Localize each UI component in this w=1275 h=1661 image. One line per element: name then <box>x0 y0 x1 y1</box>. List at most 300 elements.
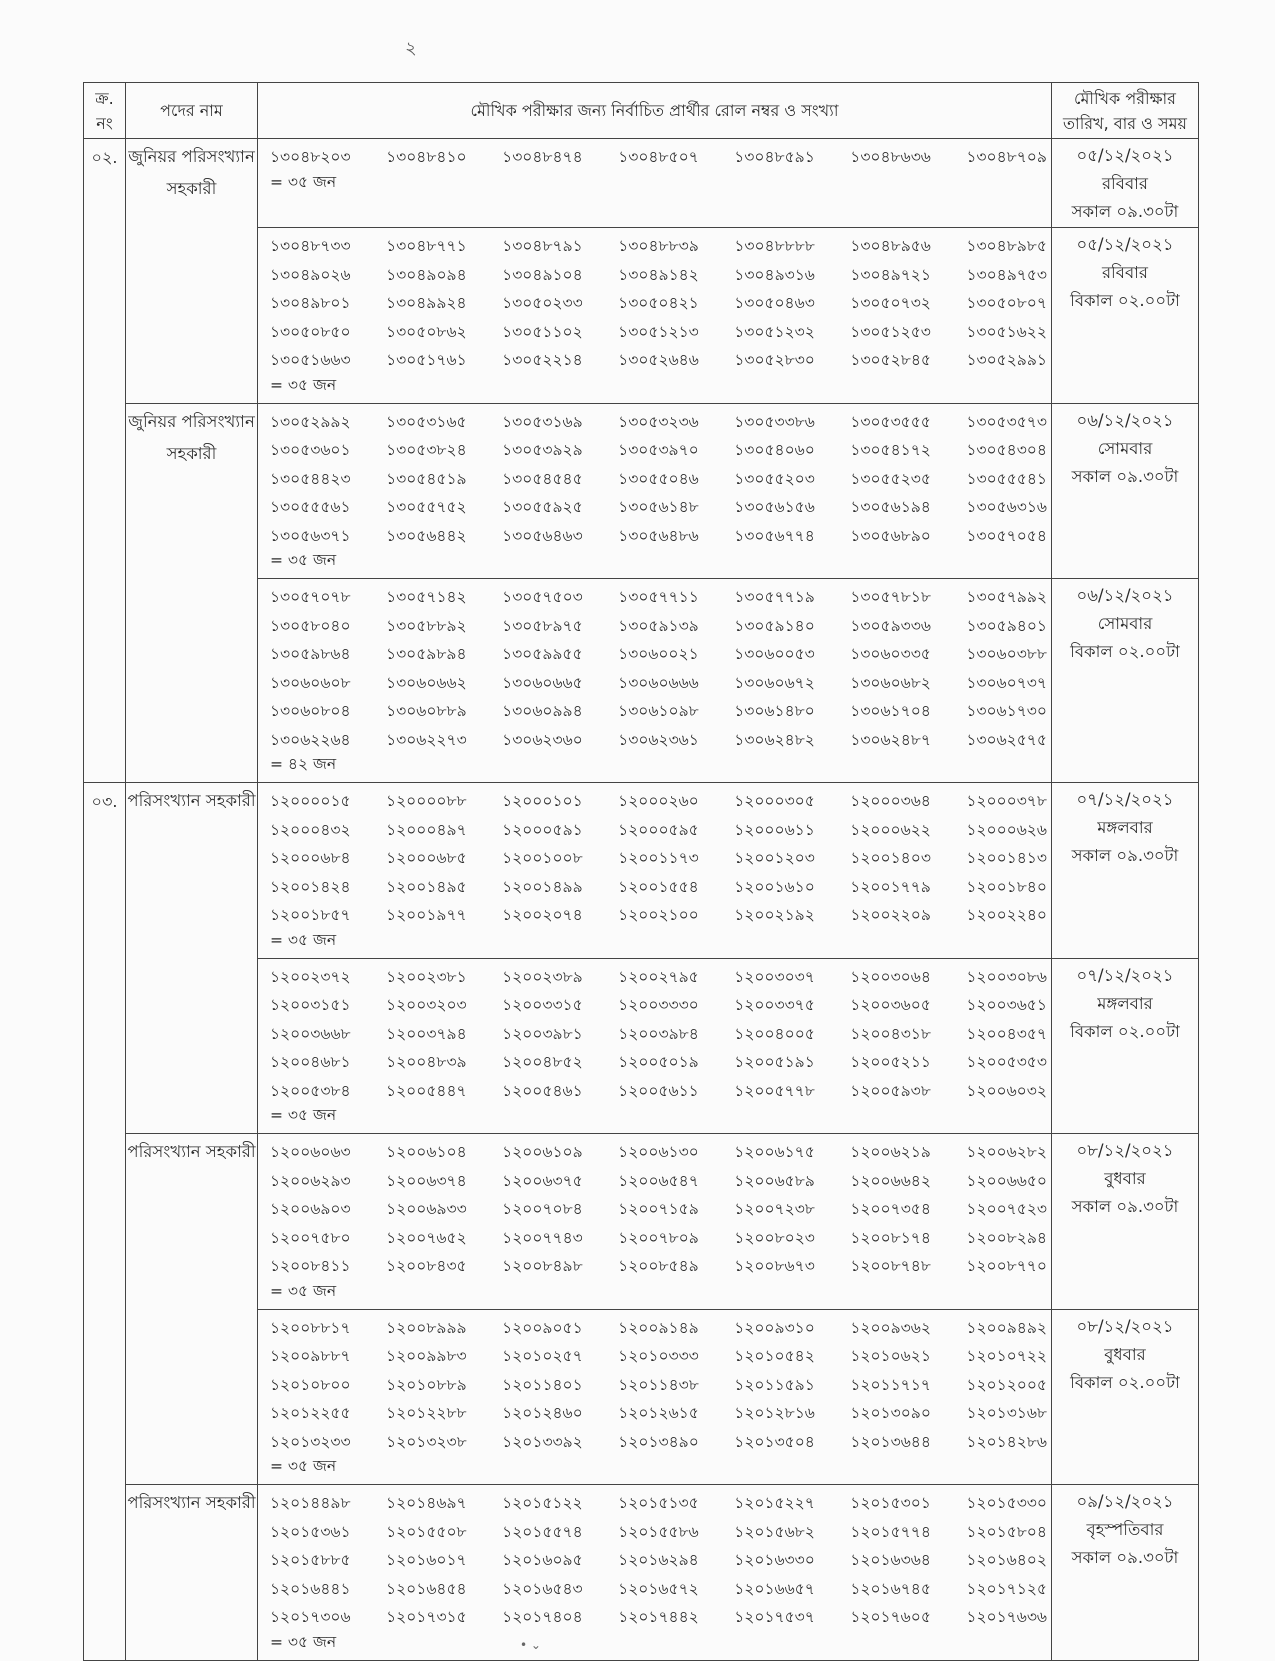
roll-number: ১২০১৭৪০৪ <box>502 1608 583 1626</box>
interview-date: ০৫/১২/২০২১ <box>1076 146 1174 165</box>
roll-number: ১২০১০২৫৭ <box>502 1347 583 1365</box>
roll-line <box>270 1575 1047 1604</box>
interview-day: মঙ্গলবার <box>1097 818 1153 837</box>
roll-number: ১৩০৫৫৫৪১ <box>966 469 1047 488</box>
roll-number: ১২০০৫৬১১ <box>618 1081 699 1100</box>
roll-number: ১২০১৫৩৩০ <box>966 1494 1047 1512</box>
interview-time: সকাল ০৯.৩০টা <box>1071 202 1179 221</box>
roll-number: ১৩০৬০৬৭২ <box>734 673 815 692</box>
roll-number: ১৩০৫৬৮৯০ <box>850 526 931 545</box>
roll-number: ১৩০৫৯১৪০ <box>734 616 815 635</box>
roll-line <box>270 1224 1047 1253</box>
roll-number: ১৩০৪৮৯৮৫ <box>966 237 1047 255</box>
candidate-count: = ৩৫ জন <box>270 1457 337 1475</box>
roll-number: ১২০১৫১২২ <box>502 1494 583 1512</box>
roll-numbers-cell <box>258 228 1052 404</box>
roll-number: ১৩০৫৩৯৭০ <box>618 441 699 459</box>
roll-number: ১২০০৩৬০৫ <box>850 996 931 1014</box>
roll-number: ১৩০৪৯৯২৪ <box>386 294 467 312</box>
roll-number: ১২০০৭২৩৮ <box>734 1200 815 1218</box>
roll-line <box>270 991 1047 1020</box>
roll-number: ১৩০৫২৮৪৫ <box>850 351 931 369</box>
roll-line <box>270 901 1047 930</box>
roll-number: ১২০০৭৮০৯ <box>618 1228 699 1247</box>
roll-number: ১২০১০৬২১ <box>850 1347 931 1365</box>
candidate-count: = ৩৫ জন <box>270 375 337 394</box>
interview-day: সোমবার <box>1097 438 1153 458</box>
interview-time: সকাল ০৯.৩০টা <box>1071 466 1179 486</box>
roll-number: ১২০০০৬৮৪ <box>270 849 351 867</box>
roll-number: ১৩০৪৮৮৮৮ <box>734 237 815 255</box>
roll-number: ১২০০৪৩৫৭ <box>966 1024 1047 1043</box>
roll-line <box>270 522 1047 551</box>
roll-number: ১২০০৮৭৪৮ <box>850 1257 931 1275</box>
roll-line <box>270 1371 1047 1400</box>
roll-line <box>270 1399 1047 1428</box>
roll-number: ১৩০৫৪৫১৯ <box>386 469 467 488</box>
roll-number: ১২০০২৩৭২ <box>270 967 351 986</box>
roll-number: ১২০১৪৪৯৮ <box>270 1494 351 1512</box>
interview-time: সকাল ০৯.৩০টা <box>1071 846 1179 865</box>
roll-number: ১৩০৫৭৫০৩ <box>502 588 583 606</box>
roll-number: ১৩০৪৯৩১৬ <box>734 265 815 284</box>
roll-number: ১২০০৫২১১ <box>850 1053 931 1071</box>
roll-number: ১২০১০৭২২ <box>966 1347 1047 1365</box>
roll-number: ১৩০৫৬৪৮৬ <box>618 526 699 545</box>
roll-number: ১২০০৬৬৫০ <box>966 1171 1047 1190</box>
roll-number: ১২০০৫৩৫৩ <box>966 1053 1047 1071</box>
roll-number: ১৩০৫৭৭১৯ <box>734 588 815 606</box>
roll-line <box>270 669 1047 698</box>
scan-mark: • ⌄ <box>520 1638 541 1652</box>
header-schedule: মৌখিক পরীক্ষার তারিখ, বার ও সময় <box>1052 83 1199 139</box>
roll-number: ১২০০১১৭৩ <box>618 849 699 867</box>
roll-number: ১২০০৩৬৫১ <box>966 996 1047 1014</box>
roll-number: ১৩০৪৮৭৭১ <box>386 237 467 255</box>
roll-number: ১২০১৬৪৫৪ <box>386 1579 467 1598</box>
roll-number: ১৩০৫৪০৬০ <box>734 441 815 459</box>
roll-number: ১২০০৩০৩৭ <box>734 967 815 986</box>
roll-number: ১২০১৪২৮৬ <box>966 1432 1047 1451</box>
roll-number: ১৩০৪৮৭৯১ <box>502 237 583 255</box>
roll-number: ১৩০৫০৪৬৩ <box>734 294 815 312</box>
roll-number: ১২০১১৪৩৮ <box>618 1375 699 1394</box>
roll-number: ১২০১৪৬৯৭ <box>386 1494 467 1512</box>
roll-number: ১৩০৬০৩৩৫ <box>850 645 931 663</box>
roll-number: ১৩০৫২৬৪৬ <box>618 351 699 369</box>
interview-time: বিকাল ০২.০০টা <box>1070 642 1180 661</box>
roll-number: ১২০০১০০৮ <box>502 849 583 867</box>
roll-number: ১২০১৭৩০৬ <box>270 1608 351 1626</box>
roll-number: ১২০০৮১৭৪ <box>850 1228 931 1247</box>
roll-number: ১২০০৩৩৩০ <box>618 996 699 1014</box>
roll-number: ১৩০৬১৭০৪ <box>850 702 931 720</box>
roll-number: ১৩০৫৩৫৫৫ <box>850 412 931 431</box>
roll-number: ১৩০৫৫০৪৬ <box>618 469 699 488</box>
roll-number: ১২০০৭৭৪৩ <box>502 1228 583 1247</box>
roll-number: ১২০১২৬১৫ <box>618 1404 699 1422</box>
roll-line <box>270 1546 1047 1575</box>
roll-number: ১২০০৩০৮৬ <box>966 967 1047 986</box>
roll-number: ১২০১৬৭৪৫ <box>850 1579 931 1598</box>
interview-date: ০৮/১২/২০২১ <box>1076 1316 1174 1336</box>
roll-number: ১২০১২২৫৫ <box>270 1404 351 1422</box>
roll-number: ১২০০০৬২৬ <box>966 820 1047 839</box>
roll-number: ১৩০৫৭৮১৮ <box>850 588 931 606</box>
roll-number: ১৩০৬০৬৬৬ <box>618 673 699 692</box>
roll-number: ১২০০৩৭৯৪ <box>386 1024 467 1043</box>
roll-number: ১২০০২৩৮১ <box>386 967 467 986</box>
candidate-count: = ৩৫ জন <box>270 930 337 949</box>
post-name-cell: জুনিয়র পরিসংখ্যান সহকারী <box>126 139 258 404</box>
roll-number: ১৩০৬০৮০৪ <box>270 702 351 720</box>
roll-number: ১২০০৮৯৯৯ <box>386 1318 467 1337</box>
interview-date: ০৫/১২/২০২১ <box>1076 235 1174 254</box>
roll-line <box>270 963 1047 992</box>
roll-number: ১৩০৫৪১৭২ <box>850 441 931 459</box>
interview-date: ০৬/১২/২০২১ <box>1076 410 1174 430</box>
roll-number: ১৩০৪৯০২৬ <box>270 265 351 284</box>
roll-number: ১২০০৬৯০৩ <box>270 1200 351 1218</box>
roll-number: ১২০১৩২৩৮ <box>386 1432 467 1451</box>
roll-number: ১২০০২৭৯৫ <box>618 967 699 986</box>
roll-number: ১২০১৩৫০৪ <box>734 1432 815 1451</box>
interview-date: ০৮/১২/২০২১ <box>1076 1141 1174 1160</box>
roll-number: ১২০১৫৩৬১ <box>270 1522 351 1541</box>
roll-numbers-cell <box>258 579 1052 783</box>
roll-number: ১২০০০৩৬৪ <box>850 792 931 810</box>
roll-number: ১৩০৫৯৪০১ <box>966 616 1047 635</box>
interview-day: মঙ্গলবার <box>1097 993 1153 1013</box>
schedule-cell <box>1052 403 1199 579</box>
roll-number: ১২০১৫৩০১ <box>850 1494 931 1512</box>
roll-number: ১৩০৫২৯৯২ <box>270 412 351 431</box>
post-name-cell: পরিসংখ্যান সহকারী <box>126 1134 258 1485</box>
roll-number: ১৩০৬১০৯৮ <box>618 702 699 720</box>
roll-line <box>270 1167 1047 1196</box>
roll-line <box>270 408 1047 437</box>
roll-number: ১৩০৪৮৪১০ <box>386 148 467 166</box>
roll-number: ১২০১৬০৯৫ <box>502 1551 583 1569</box>
roll-number: ১৩০৫৩৯২৯ <box>502 441 583 459</box>
roll-number: ১৩০৫০৮৫০ <box>270 322 351 341</box>
roll-number: ১২০০৬১০৯ <box>502 1143 583 1161</box>
roll-number: ১২০১৬৪৪১ <box>270 1579 351 1598</box>
roll-number: ১৩০৫৪৫৪৫ <box>502 469 583 488</box>
roll-number: ১২০১১৭১৭ <box>850 1375 931 1394</box>
roll-number: ১২০০৬২১৯ <box>850 1143 931 1161</box>
roll-line <box>270 640 1047 669</box>
roll-number: ১৩০৫১৭৬১ <box>386 351 467 369</box>
roll-line <box>270 1489 1047 1518</box>
roll-number: ১৩০৬০৬৬২ <box>386 673 467 692</box>
roll-number: ১২০০০৫৯৫ <box>618 820 699 839</box>
roll-numbers-cell <box>258 139 1052 228</box>
roll-number: ১২০০৪৮৫২ <box>502 1053 583 1071</box>
roll-number: ১৩০৬২২৬৪ <box>270 730 351 749</box>
roll-number: ১২০০৯৩১০ <box>734 1318 815 1337</box>
roll-number: ১৩০৬০৯৯৪ <box>502 702 583 720</box>
roll-number: ১২০০৩৯৮৪ <box>618 1024 699 1043</box>
roll-number: ১৩০৫৯৯৫৫ <box>502 645 583 663</box>
roll-line <box>270 1195 1047 1224</box>
roll-line <box>270 583 1047 612</box>
roll-number: ১৩০৫৯১৩৯ <box>618 616 699 635</box>
roll-number: ১৩০৫৭০৭৮ <box>270 588 351 606</box>
roll-number: ১২০০৬৩৭৪ <box>386 1171 467 1190</box>
roll-line <box>270 465 1047 494</box>
roll-number: ১৩০৫০৮৬২ <box>386 322 467 341</box>
roll-number: ১২০০৬০৬৩ <box>270 1143 351 1161</box>
roll-number: ১৩০৫৮০৪০ <box>270 616 351 635</box>
interview-day: বৃহস্পতিবার <box>1086 1520 1164 1539</box>
roll-number: ১২০০৬১৩০ <box>618 1143 699 1161</box>
roll-number: ১৩০৫৮৯৭৫ <box>502 616 583 635</box>
roll-number: ১৩০৬০৬৮২ <box>850 673 931 692</box>
roll-number: ১২০০০০৮৮ <box>386 792 467 810</box>
roll-line <box>270 346 1047 375</box>
roll-number: ১৩০৪৮২০৩ <box>270 148 351 166</box>
roll-number: ১৩০৫০৪২১ <box>618 294 699 312</box>
roll-number: ১২০১০৮৮৯ <box>386 1375 467 1394</box>
interview-date: ০৭/১২/২০২১ <box>1076 790 1174 809</box>
roll-number: ১৩০৫৩৬০১ <box>270 441 351 459</box>
roll-number: ১৩০৫৭৭১১ <box>618 588 699 606</box>
roll-numbers-cell <box>258 958 1052 1134</box>
table-row <box>84 1134 1199 1310</box>
roll-line <box>270 1020 1047 1049</box>
roll-number: ১৩০৪৯০৯৪ <box>386 265 467 284</box>
roll-number: ১২০১৬৩৩০ <box>734 1551 815 1569</box>
roll-number: ১২০০৬৬৪২ <box>850 1171 931 1190</box>
roll-number: ১২০০২২০৯ <box>850 906 931 924</box>
roll-number: ১২০০৩১৫১ <box>270 996 351 1014</box>
roll-number: ১২০০৯৯৮৩ <box>386 1347 467 1365</box>
roll-number: ১৩০৫৩৫৭৩ <box>966 412 1047 431</box>
table-body <box>84 139 1199 1661</box>
roll-number: ১২০১৫৮০৪ <box>966 1522 1047 1541</box>
schedule-cell <box>1052 958 1199 1134</box>
roll-number: ১২০০৮২৯৪ <box>966 1228 1047 1247</box>
roll-number: ১৩০৫৪৩০৪ <box>966 441 1047 459</box>
roll-number: ১২০০৯৩৬২ <box>850 1318 931 1337</box>
roll-number: ১৩০৪৯১৪২ <box>618 265 699 284</box>
roll-number: ১২০১৭৫৩৭ <box>734 1608 815 1626</box>
roll-number: ১৩০৫৭১৪২ <box>386 588 467 606</box>
roll-number: ১৩০৫৯৩৩৬ <box>850 616 931 635</box>
roll-line <box>270 1314 1047 1343</box>
roll-number: ১২০০৩৩৭৫ <box>734 996 815 1014</box>
roll-number: ১২০১০৩৩৩ <box>618 1347 699 1365</box>
roll-number: ১৩০৪৮৮৩৯ <box>618 237 699 255</box>
roll-number: ১৩০৫২৮৩০ <box>734 351 815 369</box>
candidate-count: = ৩৫ জন <box>270 1632 337 1651</box>
roll-number: ১২০০৭০৮৪ <box>502 1200 583 1218</box>
table-row <box>84 1485 1199 1661</box>
roll-number: ১২০০১৫৫৪ <box>618 877 699 896</box>
roll-number: ১৩০৫৬৪৪২ <box>386 526 467 545</box>
roll-number: ১৩০৫৬৪৬৩ <box>502 526 583 545</box>
roll-number: ১২০০০৬২২ <box>850 820 931 839</box>
roll-number: ১২০০৬১৭৫ <box>734 1143 815 1161</box>
interview-time: বিকাল ০২.০০টা <box>1070 291 1180 310</box>
roll-line <box>270 697 1047 726</box>
roll-number: ১২০০৩৯৮১ <box>502 1024 583 1043</box>
roll-number: ১২০০২৩৮৯ <box>502 967 583 986</box>
candidate-count: = ৩৫ জন <box>270 172 337 191</box>
roll-number: ১৩০৫৩৮২৪ <box>386 441 467 459</box>
roll-number: ১২০০৬৫৪৭ <box>618 1171 699 1190</box>
roll-number: ১২০০৮৪৩৫ <box>386 1257 467 1275</box>
roll-number: ১২০০৯৪৯২ <box>966 1318 1047 1337</box>
interview-day: রবিবার <box>1101 263 1149 282</box>
roll-number: ১২০০১৪৯৫ <box>386 877 467 896</box>
roll-number: ১৩০৫৮৮৯২ <box>386 616 467 635</box>
table-row <box>84 403 1199 579</box>
roll-number: ১২০০৪৩১৮ <box>850 1024 931 1043</box>
serial-cell: ০৩. <box>84 783 126 1661</box>
interview-date: ০৬/১২/২০২১ <box>1076 586 1174 605</box>
roll-line <box>270 1342 1047 1371</box>
roll-number: ১৩০৪৮৪৭৪ <box>502 148 583 166</box>
roll-number: ১৩০৬০৭৩৭ <box>966 673 1047 692</box>
roll-number: ১২০০৭৫২৩ <box>966 1200 1047 1218</box>
roll-number: ১২০১১৪০১ <box>502 1375 583 1394</box>
roll-number: ১৩০৬২৪৮৭ <box>850 730 931 749</box>
table-row <box>84 783 1199 959</box>
roll-line <box>270 1048 1047 1077</box>
roll-line <box>270 1138 1047 1167</box>
roll-numbers-cell <box>258 783 1052 959</box>
roll-number: ১২০০৬১০৪ <box>386 1143 467 1161</box>
roll-number: ১৩০৫১২৫৩ <box>850 322 931 341</box>
roll-number: ১২০০১২০৩ <box>734 849 815 867</box>
roll-number: ১৩০৫৫৯২৫ <box>502 498 583 516</box>
roll-number: ১৩০৫৭৯৯২ <box>966 588 1047 606</box>
roll-number: ১২০১৩১৬৮ <box>966 1404 1047 1422</box>
roll-number: ১২০১৫৫৭৪ <box>502 1522 583 1541</box>
roll-number: ১২০০৪৬৮১ <box>270 1053 351 1071</box>
roll-number: ১৩০৫১৬৬৩ <box>270 351 351 369</box>
interview-day: রবিবার <box>1101 174 1149 193</box>
roll-line <box>270 493 1047 522</box>
interview-day: বুধবার <box>1104 1344 1146 1364</box>
roll-number: ১২০০৭৬৫২ <box>386 1228 467 1247</box>
roll-number: ১২০০০১০১ <box>502 792 583 810</box>
page-number-mark: ২ <box>405 38 417 59</box>
candidate-count: = ৩৫ জন <box>270 551 337 569</box>
roll-line <box>270 1428 1047 1457</box>
candidate-count: = ৩৫ জন <box>270 1281 337 1300</box>
roll-number: ১২০০৯১৪৯ <box>618 1318 699 1337</box>
roll-number: ১৩০৫৬৩১৬ <box>966 498 1047 516</box>
roll-number: ১৩০৬০০২১ <box>618 645 699 663</box>
roll-number: ১৩০৪৮৫০৭ <box>618 148 699 166</box>
roll-line <box>270 844 1047 873</box>
roll-number: ১২০০০৬৮৫ <box>386 849 467 867</box>
header-post-name: পদের নাম <box>126 83 258 139</box>
roll-number: ১২০০০২৬০ <box>618 792 699 810</box>
interview-time: সকাল ০৯.৩০টা <box>1071 1197 1179 1216</box>
schedule-cell <box>1052 783 1199 959</box>
roll-number: ১২০১৭৪৪২ <box>618 1608 699 1626</box>
serial-cell: ০২. <box>84 139 126 783</box>
roll-number: ১২০১২৮১৬ <box>734 1404 815 1422</box>
roll-number: ১২০০৬২৮২ <box>966 1143 1047 1161</box>
roll-number: ১২০০৬০৩২ <box>966 1081 1047 1100</box>
roll-number: ১২০১৫৭৭৪ <box>850 1522 931 1541</box>
roll-number: ১৩০৫৫৭৫২ <box>386 498 467 516</box>
roll-line <box>270 1252 1047 1281</box>
roll-number: ১২০০৫৪৬১ <box>502 1081 583 1100</box>
roll-number: ১৩০৫৪৪২৩ <box>270 469 351 488</box>
roll-number: ১২০০১৪৯৯ <box>502 877 583 896</box>
interview-day: বুধবার <box>1104 1169 1146 1188</box>
roll-line <box>270 261 1047 290</box>
roll-number: ১৩০৫৭০৫৪ <box>966 526 1047 545</box>
roll-number: ১৩০৬২৩৬১ <box>618 730 699 749</box>
roll-number: ১২০১৩৪৯০ <box>618 1432 699 1451</box>
header-row <box>84 83 1199 139</box>
roll-line <box>270 318 1047 347</box>
roll-number: ১২০১৭৬৩৬ <box>966 1608 1047 1626</box>
roll-number: ১২০০১৮৫৭ <box>270 906 351 924</box>
roll-number: ১৩০৪৯৭২১ <box>850 265 931 284</box>
roll-number: ১২০১৩৩৯২ <box>502 1432 583 1451</box>
roll-number: ১২০০৯০৫১ <box>502 1318 583 1337</box>
roll-number: ১৩০৫০২৩৩ <box>502 294 583 312</box>
roll-line <box>270 1603 1047 1632</box>
roll-line <box>270 289 1047 318</box>
roll-number: ১২০১৫২২৭ <box>734 1494 815 1512</box>
roll-line <box>270 232 1047 261</box>
roll-number: ১২০০৮০২৩ <box>734 1228 815 1247</box>
roll-number: ১৩০৬২৫৭৫ <box>966 730 1047 749</box>
roll-number: ১২০১৫৮৮৫ <box>270 1551 351 1569</box>
roll-number: ১৩০৫৬৩৭১ <box>270 526 351 545</box>
roll-number: ১২০০৮৮১৭ <box>270 1318 351 1337</box>
roll-number: ১২০১৬৩৬৪ <box>850 1551 931 1569</box>
roll-number: ১২০০৪০০৫ <box>734 1024 815 1043</box>
roll-number: ১৩০৪৯৮০১ <box>270 294 351 312</box>
roll-number: ১২০০০৪৯৭ <box>386 820 467 839</box>
roll-number: ১২০০৮৭৭০ <box>966 1257 1047 1275</box>
roll-line <box>270 726 1047 755</box>
roll-number: ১২০০৬৫৮৯ <box>734 1171 815 1190</box>
post-name-cell: পরিসংখ্যান সহকারী <box>126 1485 258 1661</box>
roll-number: ১৩০৬০০৫৩ <box>734 645 815 663</box>
roll-number: ১২০০০৩০৫ <box>734 792 815 810</box>
roll-number: ১৩০৪৯১০৪ <box>502 265 583 284</box>
roll-number: ১৩০৬০৬০৮ <box>270 673 351 692</box>
roll-number: ১২০০১৯৭৭ <box>386 906 467 924</box>
roll-number: ১৩০৫৬৭৭৪ <box>734 526 815 545</box>
roll-number: ১৩০৬০৩৮৮ <box>966 645 1047 663</box>
roll-number: ১২০১০৫৪২ <box>734 1347 815 1365</box>
roll-number: ১৩০৫৩১৬৯ <box>502 412 583 431</box>
roll-number: ১২০০৭৫৮০ <box>270 1228 351 1247</box>
roll-number: ১৩০৫৫২৩৫ <box>850 469 931 488</box>
roll-number: ১২০০১৪০৩ <box>850 849 931 867</box>
roll-number: ১২০০২১৯২ <box>734 906 815 924</box>
roll-number: ১৩০৫০৮০৭ <box>966 294 1047 312</box>
roll-number: ১৩০৬২৪৮২ <box>734 730 815 749</box>
roll-line <box>270 816 1047 845</box>
roll-number: ১৩০৫২৯৯১ <box>966 351 1047 369</box>
roll-number: ১২০১৭৬০৫ <box>850 1608 931 1626</box>
candidate-count: = ৩৫ জন <box>270 1106 337 1124</box>
roll-number: ১২০০১৪২৪ <box>270 877 351 896</box>
